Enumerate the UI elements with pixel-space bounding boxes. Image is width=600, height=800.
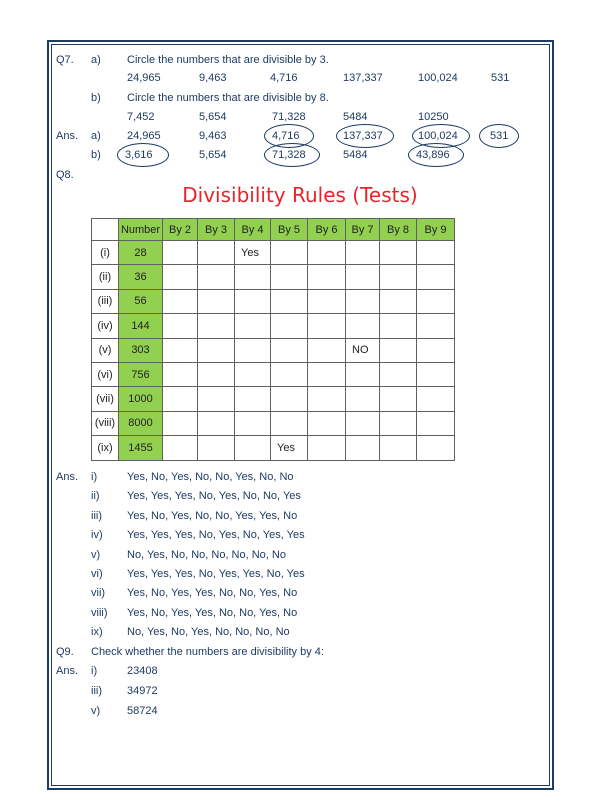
answer-text: 58724 xyxy=(127,705,158,717)
q7-ans-a-number-circled: 100,024 xyxy=(418,130,458,142)
rule-cell xyxy=(417,362,455,386)
rule-cell xyxy=(308,411,346,435)
rule-cell xyxy=(198,387,235,411)
table-row xyxy=(92,314,455,338)
q9-text: Check whether the numbers are divisibility by 4: xyxy=(91,646,324,658)
header-cell: By 6 xyxy=(308,219,346,241)
answer-label: iv) xyxy=(91,529,103,542)
rule-cell xyxy=(271,289,308,313)
rule-cell xyxy=(198,411,235,435)
rule-cell xyxy=(163,411,198,435)
rule-cell xyxy=(198,289,235,313)
q8-ans-label: Ans. xyxy=(56,471,79,483)
rule-cell xyxy=(417,411,455,435)
answer-text: Yes, No, Yes, Yes, No, No, Yes, No xyxy=(127,587,298,600)
answer-label: iii) xyxy=(91,509,102,522)
q7a-number: 137,337 xyxy=(343,72,383,84)
rule-cell xyxy=(163,241,198,265)
header-cell: Number xyxy=(119,219,163,241)
rule-cell xyxy=(380,314,417,338)
rule-cell xyxy=(271,362,308,386)
answer-text: No, Yes, No, Yes, No, No, No, No xyxy=(127,626,290,639)
answer-label: i) xyxy=(91,471,98,483)
row-number: 36 xyxy=(119,265,163,289)
table-row xyxy=(92,265,455,289)
rule-cell xyxy=(163,338,198,362)
q7-ans-b-label: b) xyxy=(91,149,101,161)
q7a-number: 4,716 xyxy=(270,72,298,84)
rule-cell xyxy=(346,411,380,435)
rule-cell xyxy=(346,289,380,313)
row-number: 756 xyxy=(119,362,163,386)
rule-cell xyxy=(346,265,380,289)
header-cell: By 2 xyxy=(163,219,198,241)
rule-cell xyxy=(163,289,198,313)
row-number: 8000 xyxy=(119,411,163,435)
rule-cell xyxy=(308,362,346,386)
q7a-number: 531 xyxy=(491,72,510,84)
rule-cell xyxy=(346,362,380,386)
header-cell: By 9 xyxy=(417,219,455,241)
row-number: 28 xyxy=(119,241,163,265)
rule-cell xyxy=(346,387,380,411)
answer-label: ix) xyxy=(91,626,103,639)
table-title: Divisibility Rules (Tests) xyxy=(182,183,418,207)
table-row xyxy=(92,411,455,435)
q9-label: Q9. xyxy=(56,646,74,658)
table-row xyxy=(92,338,455,362)
header-cell: By 7 xyxy=(346,219,380,241)
table-row xyxy=(92,436,455,460)
row-number: 1000 xyxy=(119,387,163,411)
q7-ans-a-number-circled: 137,337 xyxy=(343,130,383,142)
rule-cell xyxy=(346,436,380,460)
rule-cell xyxy=(380,289,417,313)
rule-cell xyxy=(308,387,346,411)
header-cell: By 4 xyxy=(235,219,271,241)
answer-text: No, Yes, No, No, No, No, No, No xyxy=(127,548,286,561)
rule-cell xyxy=(235,387,271,411)
row-number: 1455 xyxy=(119,436,163,460)
rule-cell xyxy=(198,241,235,265)
rule-cell xyxy=(308,265,346,289)
rule-cell xyxy=(308,241,346,265)
q7a-number: 24,965 xyxy=(127,72,161,84)
rule-cell xyxy=(271,411,308,435)
answer-text: Yes, No, Yes, No, No, Yes, Yes, No xyxy=(127,509,298,522)
table-body xyxy=(92,241,455,461)
row-label: (iv) xyxy=(92,314,119,338)
answer-text: Yes, No, Yes, Yes, No, No, Yes, No xyxy=(127,606,298,619)
rule-cell xyxy=(235,265,271,289)
rule-cell xyxy=(417,436,455,460)
row-number: 56 xyxy=(119,289,163,313)
row-label: (i) xyxy=(92,241,119,265)
rule-cell xyxy=(417,265,455,289)
rule-cell xyxy=(271,436,308,460)
row-number: 303 xyxy=(119,338,163,362)
answer-label: iii) xyxy=(91,685,102,697)
rule-cell xyxy=(271,338,308,362)
table-row xyxy=(92,241,455,265)
answer-text: Yes, Yes, Yes, No, Yes, Yes, No, Yes xyxy=(127,568,305,580)
rule-cell xyxy=(163,314,198,338)
q9-ans-label: Ans. xyxy=(56,665,79,677)
cell-mark: Yes xyxy=(277,441,295,454)
corner-cell xyxy=(92,219,119,241)
rule-cell xyxy=(417,241,455,265)
rule-cell xyxy=(380,362,417,386)
rule-cell xyxy=(235,436,271,460)
cell-mark: Yes xyxy=(241,246,259,259)
answer-label: ii) xyxy=(91,490,100,503)
answer-text: Yes, No, Yes, No, No, Yes, No, No xyxy=(127,471,294,483)
q7a-label: a) xyxy=(91,54,101,66)
rule-cell xyxy=(346,241,380,265)
q7a-number: 9,463 xyxy=(199,72,227,84)
rule-cell xyxy=(163,265,198,289)
rule-cell xyxy=(198,314,235,338)
rule-cell xyxy=(308,289,346,313)
rule-cell xyxy=(271,265,308,289)
rule-cell xyxy=(380,241,417,265)
answer-label: vi) xyxy=(91,568,103,580)
rule-cell xyxy=(235,241,271,265)
rule-cell xyxy=(417,289,455,313)
rule-cell xyxy=(163,387,198,411)
answer-text: Yes, Yes, Yes, No, Yes, No, No, Yes xyxy=(127,490,301,503)
q7-ans-b-number-circled: 71,328 xyxy=(272,149,306,161)
rule-cell xyxy=(380,387,417,411)
rule-cell xyxy=(163,362,198,386)
rule-cell xyxy=(235,362,271,386)
rule-cell xyxy=(308,436,346,460)
q7b-number: 5,654 xyxy=(199,111,227,123)
rule-cell xyxy=(235,338,271,362)
rule-cell xyxy=(271,314,308,338)
q7b-number: 5484 xyxy=(343,111,368,123)
rule-cell xyxy=(308,314,346,338)
row-label: (vii) xyxy=(92,387,119,411)
row-label: (ii) xyxy=(92,265,119,289)
rule-cell xyxy=(380,436,417,460)
header-cell: By 8 xyxy=(380,219,417,241)
q7-label: Q7. xyxy=(56,54,74,66)
header-cell: By 5 xyxy=(271,219,308,241)
rule-cell xyxy=(271,387,308,411)
answer-text: 23408 xyxy=(127,665,158,677)
q7b-number: 7,452 xyxy=(127,111,155,123)
answer-label: vii) xyxy=(91,587,106,600)
rule-cell xyxy=(198,362,235,386)
rule-cell xyxy=(346,314,380,338)
table-row xyxy=(92,362,455,386)
rule-cell xyxy=(271,241,308,265)
row-label: (ix) xyxy=(92,436,119,460)
row-label: (vi) xyxy=(92,362,119,386)
q7-ans-b-number-circled: 3,616 xyxy=(125,149,153,161)
rule-cell xyxy=(198,436,235,460)
rule-cell xyxy=(346,338,380,362)
q7b-number: 10250 xyxy=(418,111,449,123)
rule-cell xyxy=(417,338,455,362)
rule-cell xyxy=(235,314,271,338)
q7-ans-a-number: 9,463 xyxy=(199,130,227,142)
answer-label: v) xyxy=(91,548,101,561)
answer-text: 34972 xyxy=(127,685,158,697)
q7-ans-a-number: 24,965 xyxy=(127,130,161,142)
table-header-row xyxy=(92,219,455,241)
rule-cell xyxy=(380,338,417,362)
rule-cell xyxy=(417,387,455,411)
row-label: (iii) xyxy=(92,289,119,313)
row-number: 144 xyxy=(119,314,163,338)
q8-label: Q8. xyxy=(56,169,74,181)
q7a-number: 100,024 xyxy=(418,72,458,84)
row-label: (viii) xyxy=(92,411,119,435)
q7-ans-a-number-circled: 4,716 xyxy=(272,130,300,142)
rule-cell xyxy=(235,411,271,435)
rule-cell xyxy=(235,289,271,313)
cell-mark: NO xyxy=(352,344,369,357)
rule-cell xyxy=(198,265,235,289)
rule-cell xyxy=(163,436,198,460)
answer-label: v) xyxy=(91,705,101,717)
answer-text: Yes, Yes, Yes, No, Yes, No, Yes, Yes xyxy=(127,529,305,542)
row-label: (v) xyxy=(92,338,119,362)
q7-ans-b-number: 5,654 xyxy=(199,149,227,161)
q7b-label: b) xyxy=(91,92,101,104)
answer-label: i) xyxy=(91,665,98,677)
rule-cell xyxy=(380,265,417,289)
answer-label: viii) xyxy=(91,606,108,619)
q7-ans-b-number: 5484 xyxy=(343,149,368,161)
table-row xyxy=(92,289,455,313)
table-row xyxy=(92,387,455,411)
q7a-text: Circle the numbers that are divisible by 3. xyxy=(127,54,329,66)
divisibility-table xyxy=(91,218,455,461)
q7b-number: 71,328 xyxy=(272,111,306,123)
q7-ans-label: Ans. xyxy=(56,130,79,142)
rule-cell xyxy=(417,314,455,338)
rule-cell xyxy=(308,338,346,362)
header-cell: By 3 xyxy=(198,219,235,241)
rule-cell xyxy=(380,411,417,435)
rule-cell xyxy=(198,338,235,362)
q7-ans-a-label: a) xyxy=(91,130,101,142)
q7b-text: Circle the numbers that are divisible by 8. xyxy=(127,92,329,104)
q7-ans-b-number-circled: 43,896 xyxy=(416,149,450,161)
q7-ans-a-number-circled: 531 xyxy=(490,130,509,142)
